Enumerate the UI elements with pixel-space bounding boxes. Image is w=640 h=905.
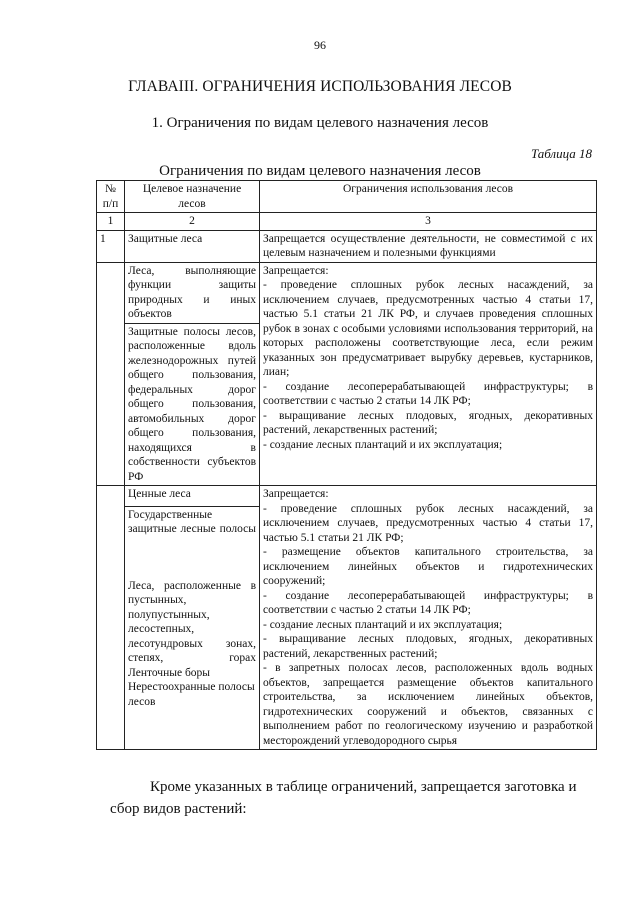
purpose-item: Ленточные боры [128, 666, 211, 679]
restriction-item: - проведение сплошных рубок лесных насаждений, за исключением случаев, предусмотренных частью 4 статьи 17, частью 5.1 статьи 21 ЛК РФ, и случаев проведения сплошных рубок в зонах с особыми условиями использования территорий, на которых расположены соответствующие леса, если режим указанных зон предусматривает вырубку деревьев, кустарников, лиан; [263, 279, 593, 378]
restriction-item: - размещение объектов капитального строительства, за исключением линейных объектов и гидротехнических сооружений; [263, 546, 593, 587]
restriction-cell [260, 486, 597, 750]
restriction-item: - создание лесных плантаций и их эксплуатация; [263, 438, 503, 451]
restriction-intro: Запрещается: [263, 488, 329, 500]
column-number: 3 [260, 213, 597, 231]
restriction-item: - выращивание лесных плодовых, ягодных, декоративных растений, лекарственных растений; [263, 633, 593, 660]
purpose-cell: Леса, выполняющие функции защиты природных и иных объектов [125, 262, 260, 323]
restriction-item: - создание лесоперерабатывающей инфраструктуры; в соответствии с частью 2 статьи 14 ЛК РФ; [263, 589, 593, 616]
page-number: 96 [314, 38, 326, 52]
restriction-cell: Запрещается осуществление деятельности, не совместимой с их целевым назначением и полезными функциями [260, 230, 597, 262]
purpose-item: Нерестоохранные полосы лесов [128, 681, 255, 708]
purpose-cell: Защитные полосы лесов, расположенные вдоль железнодорожных путей общего пользования, федеральных дорог общего пользования, автомобильных дорог общего пользования, находящихся в собственности субъектов РФ [125, 323, 260, 486]
table-row [97, 230, 597, 262]
section-title: 1. Ограничения по видам целевого назначения лесов [151, 115, 489, 131]
purpose-cell: Защитные леса [125, 230, 260, 262]
chapter-title: ГЛАВАIII. ОГРАНИЧЕНИЯ ИСПОЛЬЗОВАНИЯ ЛЕСОВ [128, 78, 512, 95]
header-purpose: Целевое назначение лесов [125, 181, 260, 213]
restriction-item: - в запретных полосах лесов, расположенных вдоль водных объектов, запрещается размещение объектов капитального строительства, за исключением линейных объектов, гидротехнических сооружений и объектов, связанных с выполнением работ по геологическому изучению и разработкой месторождений углеводородного сырья [263, 662, 593, 747]
restriction-cell [260, 262, 597, 486]
column-number: 2 [125, 213, 260, 231]
column-number: 1 [97, 213, 125, 231]
row-number [97, 486, 125, 750]
table-label: Таблица 18 [530, 146, 592, 161]
restriction-item: - выращивание лесных плодовых, ягодных, декоративных растений, лекарственных растений; [263, 409, 593, 436]
row-number: 1 [97, 230, 125, 262]
table-row [97, 262, 597, 323]
restriction-intro: Запрещается: [263, 264, 329, 277]
closing-paragraph: Кроме указанных в таблице ограничений, запрещается заготовка и сбор видов растений: [110, 779, 577, 817]
restriction-item: - создание лесоперерабатывающей инфраструктуры; в соответствии с частью 2 статьи 14 ЛК РФ; [263, 380, 593, 407]
header-restrictions: Ограничения использования лесов [260, 181, 597, 213]
restrictions-table [96, 180, 597, 750]
spacer [128, 537, 256, 579]
table-row [97, 486, 597, 507]
purpose-item: Государственные защитные лесные полосы [128, 508, 256, 536]
purpose-cell: Ценные леса [125, 486, 260, 507]
restriction-item: - проведение сплошных рубок лесных насаждений, за исключением случаев, предусмотренных частью 4 статьи 17, частью 5.1 статьи 21 ЛК РФ; [263, 502, 593, 544]
row-number [97, 262, 125, 486]
restriction-item: - создание лесных плантаций и их эксплуатация; [263, 618, 503, 631]
table-header-row [97, 181, 597, 213]
table-title: Ограничения по видам целевого назначения лесов [159, 163, 481, 179]
purpose-item: Леса, расположенные в пустынных, полупустынных, лесостепных, лесотундровых зонах, степях, горах [128, 579, 256, 665]
header-number: № п/п [97, 181, 125, 213]
column-number-row [97, 213, 597, 231]
purpose-cell [125, 506, 260, 749]
